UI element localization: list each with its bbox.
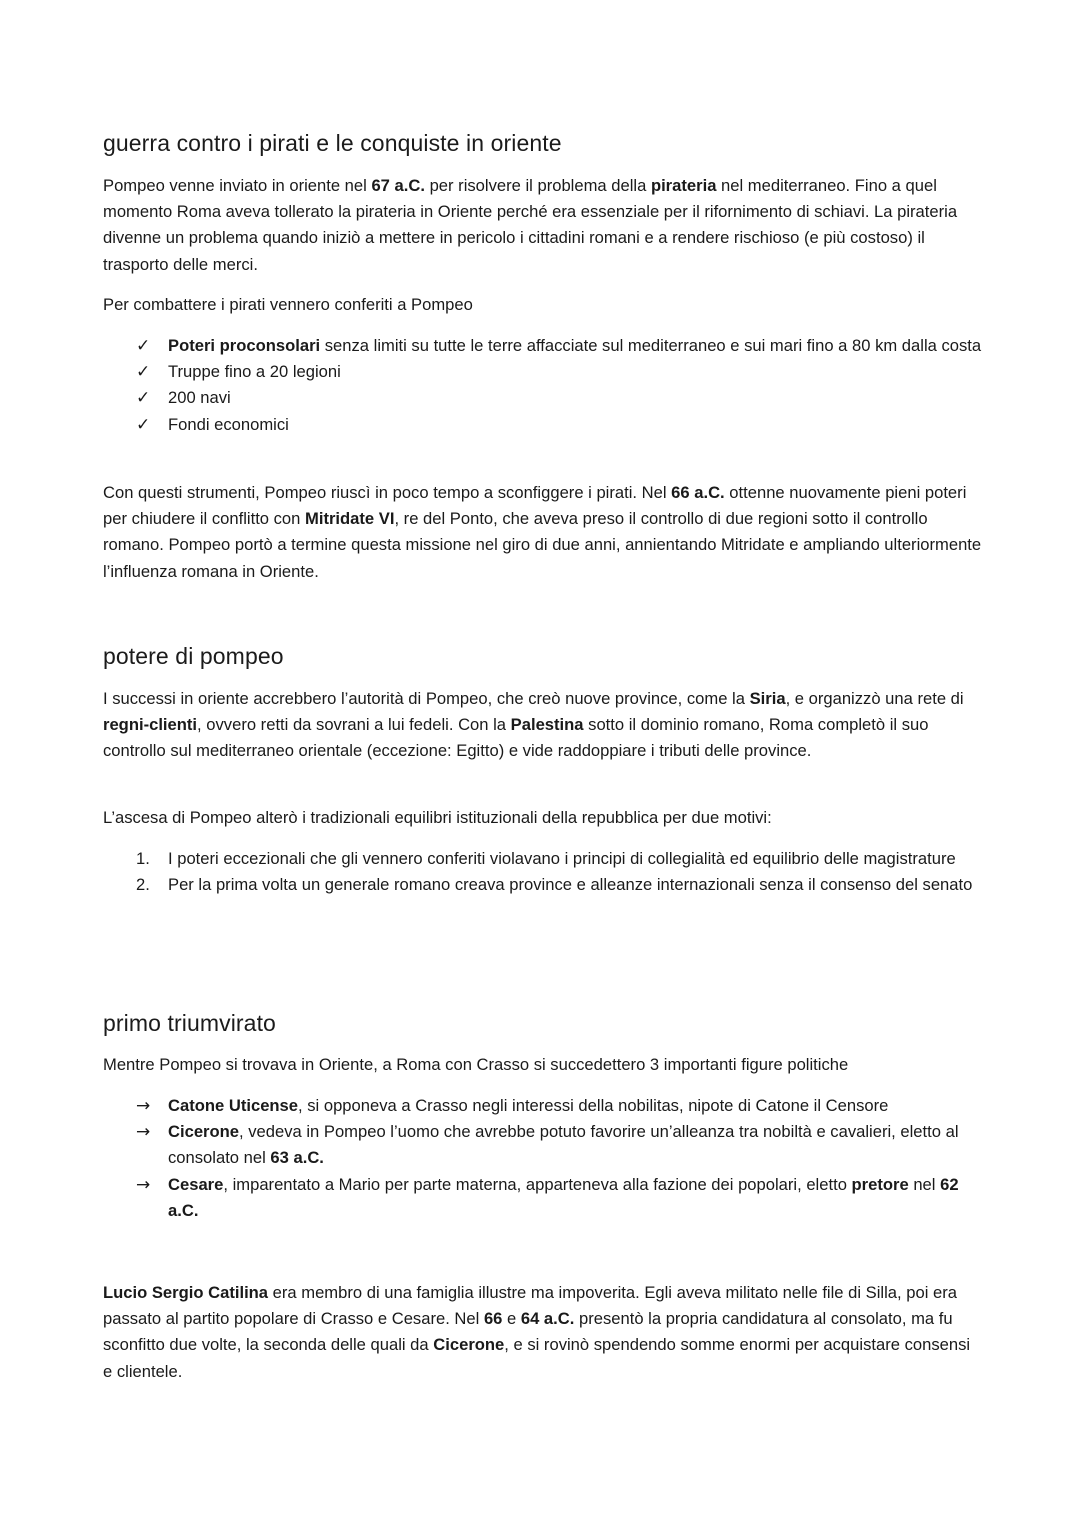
checkmark-icon: ✓ [136, 414, 151, 435]
bold-text: regni-clienti [103, 715, 198, 735]
list-item [103, 1172, 983, 1224]
text-run: , si opponeva a Crasso negli interessi della nobilitas, nipote di Catone il Censore [298, 1096, 889, 1115]
list-item-text [168, 1122, 959, 1167]
text-run: per risolvere il problema della [424, 176, 651, 195]
list-item [103, 1093, 983, 1119]
list-number: 1. [136, 849, 150, 868]
paragraph-mitridate [103, 480, 983, 585]
paragraph-text: L’ascesa di Pompeo alterò i tradizionali equilibri istituzionali della repubblica per due motivi: [103, 808, 772, 827]
list-item [103, 385, 983, 411]
checkmark-icon: ✓ [136, 362, 151, 383]
bold-text: Cicerone [433, 1335, 505, 1355]
text-run: nel [908, 1174, 941, 1194]
section-pirates [103, 128, 983, 158]
text-run: , e organizzò una rete di [785, 689, 964, 708]
checkmark-icon: ✓ [136, 388, 151, 409]
text-run: Truppe fino a 20 legioni [168, 362, 341, 382]
arrow-right-icon: → [136, 1174, 151, 1195]
checkmark-icon: ✓ [136, 336, 151, 356]
bold-text: 66 a.C. [671, 483, 725, 502]
list-item [103, 412, 983, 438]
list-item [103, 872, 983, 898]
paragraph-poteri-intro [103, 292, 983, 318]
paragraph-successi [103, 686, 983, 765]
list-item [103, 846, 983, 872]
text-run: presentò la propria candidatura al consolato, ma fu sconfitto due volte, la seconda delle quali da [103, 1309, 953, 1355]
paragraph-ascesa [103, 805, 983, 831]
text-run: , re del Ponto, che aveva preso il controllo di due regioni sotto il controllo romano. Pompeo portò a termine questa missione nel giro di due anni, annientando Mitridate e ampliando ulteriormente l’influenza romana in Oriente. [103, 509, 982, 581]
paragraph-text: Per combattere i pirati vennero conferiti a Pompeo [103, 295, 473, 314]
list-item [103, 359, 983, 385]
paragraph-text: Mentre Pompeo si trovava in Oriente, a Roma con Crasso si succedettero 3 importanti figure politiche [103, 1055, 849, 1074]
list-item-text: Per la prima volta un generale romano creava province e alleanze internazionali senza il consenso del senato [168, 875, 973, 895]
text-run: era membro di una famiglia illustre ma impoverita. Egli aveva militato nelle file di Silla, poi era passato al partito popolare di Crasso e Cesare. Nel [103, 1283, 957, 1329]
bold-text: Cesare [168, 1174, 224, 1194]
paragraph-figure-politiche [103, 1052, 983, 1078]
paragraph-text [103, 1280, 983, 1385]
bold-text: 66 [483, 1309, 503, 1329]
paragraph-catilina [103, 1280, 983, 1385]
section-heading-potere: potere di pompeo [103, 643, 284, 669]
bold-text: Mitridate VI [305, 509, 395, 529]
arrow-right-icon: → [136, 1096, 151, 1116]
text-run: , e si rovinò spendendo somme enormi per acquistare consensi e clientele. [103, 1335, 971, 1381]
section-potere-pompeo [103, 641, 983, 671]
paragraph-pompeo-oriente [103, 173, 983, 278]
list-item-text [168, 388, 231, 407]
numbered-list-motivi [103, 846, 983, 898]
text-run: I successi in oriente accrebbero l’autorità di Pompeo, che creò nuove province, come la [103, 689, 750, 708]
bold-text: Siria [749, 689, 786, 708]
text-run: Fondi economici [168, 414, 289, 434]
bold-text: Lucio Sergio Catilina [103, 1283, 269, 1302]
bold-text: 67 a.C. [371, 176, 425, 195]
list-item-text [168, 362, 341, 381]
bold-text: Cicerone [168, 1122, 240, 1142]
text-run: e [502, 1309, 521, 1329]
text-run: , vedeva in Pompeo l’uomo che avrebbe potuto favorire un’alleanza tra nobiltà e cavalieri, eletto al consolato nel [168, 1122, 959, 1168]
bold-text: 62 a.C. [168, 1174, 959, 1220]
list-number: 2. [136, 875, 150, 895]
section-heading-triumvirato: primo triumvirato [103, 1010, 276, 1036]
list-item [103, 333, 983, 359]
bold-text: 64 a.C. [520, 1309, 575, 1329]
paragraph-text [103, 686, 983, 765]
text-run: Con questi strumenti, Pompeo riuscì in poco tempo a sconfiggere i pirati. Nel [103, 483, 672, 502]
list-item-text [168, 415, 289, 434]
text-run: , imparentato a Mario per parte materna, apparteneva alla fazione dei popolari, eletto [223, 1174, 852, 1194]
bold-text: 63 a.C. [270, 1148, 324, 1168]
bold-text: Palestina [510, 715, 584, 735]
text-run: , ovvero retti da sovrani a lui fedeli. Con la [197, 715, 511, 735]
text-run: Pompeo venne inviato in oriente nel [103, 176, 372, 195]
text-run: sotto il dominio romano, Roma completò il suo controllo sul mediterraneo orientale (eccezione: Egitto) e vide raddoppiare i tributi delle province. [103, 715, 929, 761]
arrow-list-figure [103, 1093, 983, 1224]
bold-text: pretore [851, 1174, 909, 1194]
paragraph-text [103, 173, 983, 278]
list-item-text [168, 1175, 959, 1220]
text-run: ottenne nuovamente pieni poteri per chiudere il conflitto con [103, 483, 967, 529]
section-heading-pirates: guerra contro i pirati e le conquiste in oriente [103, 130, 562, 156]
list-item [103, 1119, 983, 1171]
text-run: nel mediterraneo. Fino a quel momento Roma aveva tollerato la pirateria in Oriente perché era essenziale per il rifornimento di schiavi. La pirateria divenne un problema quando iniziò a mettere in pericolo i cittadini romani e a rendere rischioso (e più costoso) il trasporto delle merci. [103, 176, 958, 274]
bold-text: pirateria [650, 176, 717, 195]
section-triumvirato [103, 1008, 983, 1038]
list-item-text [168, 1096, 888, 1115]
text-run: 200 navi [168, 388, 231, 408]
list-item-text [168, 336, 981, 355]
bold-text: Poteri proconsolari [168, 336, 321, 355]
text-run: senza limiti su tutte le terre affacciate sul mediterraneo e sui mari fino a 80 km dalla costa [320, 336, 982, 355]
arrow-right-icon: → [136, 1122, 151, 1143]
bold-text: Catone Uticense [168, 1096, 299, 1115]
paragraph-text [103, 480, 983, 585]
checklist-poteri [103, 333, 983, 438]
list-item-text: I poteri eccezionali che gli vennero conferiti violavano i principi di collegialità ed equilibrio delle magistrature [168, 849, 956, 868]
